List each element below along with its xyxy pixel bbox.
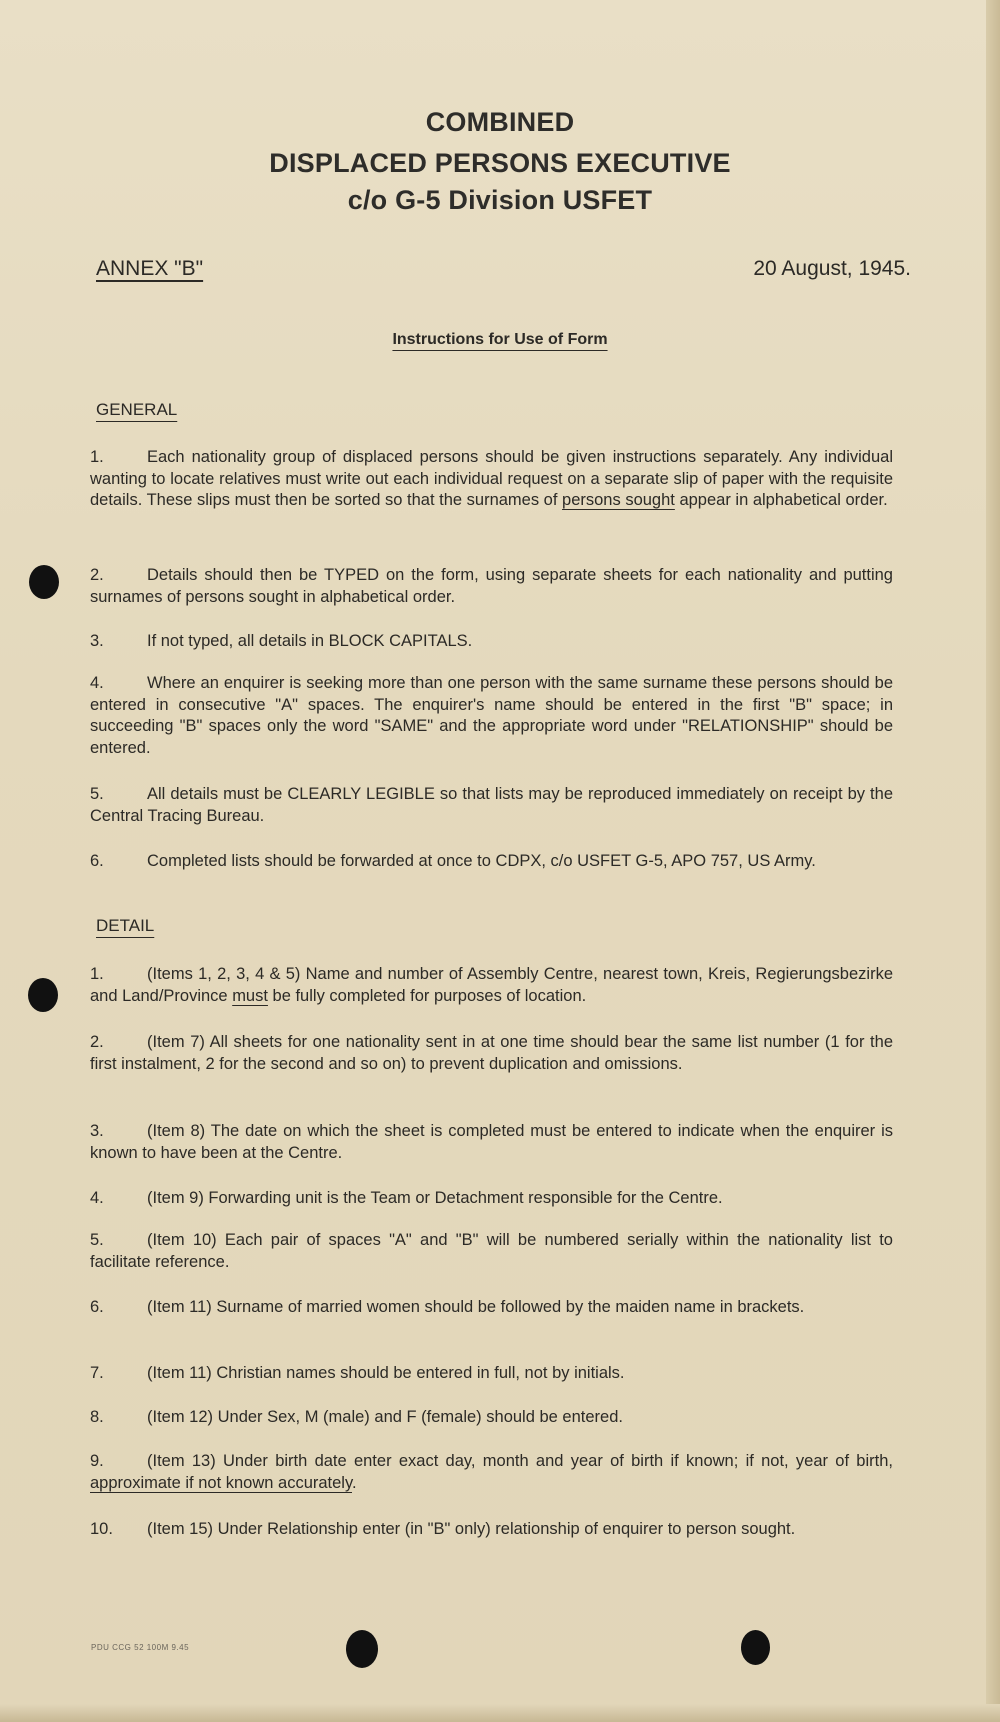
- punch-hole-mid-left: [28, 978, 58, 1012]
- general-item-3: 3. If not typed, all details in BLOCK CAPITALS.: [90, 632, 473, 650]
- header-line-1: COMBINED: [425, 107, 575, 137]
- print-code: PDU CCG 52 100M 9.45: [91, 1643, 190, 1652]
- detail-item-7: 7. (Item 11) Christian names should be entered in full, not by initials.: [90, 1364, 625, 1382]
- detail-item-1: 1. (Items 1, 2, 3, 4 & 5) Name and number of Assembly Centre, nearest town, Kreis, Regierungsbezirke and Land/Province must be fully completed for purposes of location.: [90, 965, 893, 1005]
- punch-hole-bottom-right: [741, 1630, 770, 1665]
- punch-hole-bottom-center: [346, 1630, 378, 1668]
- annex-label: ANNEX "B": [96, 257, 204, 280]
- general-item-6: 6. Completed lists should be forwarded at once to CDPX, c/o USFET G-5, APO 757, US Army.: [90, 852, 816, 870]
- detail-item-9: 9. (Item 13) Under birth date enter exact day, month and year of birth if known; if not, year of birth, approximate if not known accurately.: [90, 1452, 893, 1492]
- detail-item-4: 4. (Item 9) Forwarding unit is the Team or Detachment responsible for the Centre.: [90, 1189, 723, 1207]
- detail-item-5: 5. (Item 10) Each pair of spaces "A" and "B" will be numbered serially within the nationality list to facilitate reference.: [90, 1231, 893, 1271]
- general-item-5: 5. All details must be CLEARLY LEGIBLE so that lists may be reproduced immediately on receipt by the Central Tracing Bureau.: [90, 785, 893, 825]
- paper-edge-bottom: [0, 1704, 1000, 1722]
- instructions-title: Instructions for Use of Form: [392, 331, 608, 348]
- header-line-3: c/o G-5 Division USFET: [347, 185, 653, 215]
- paper-edge-right: [986, 0, 1000, 1722]
- detail-item-6: 6. (Item 11) Surname of married women should be followed by the maiden name in brackets.: [90, 1298, 805, 1316]
- detail-item-10: 10. (Item 15) Under Relationship enter (in "B" only) relationship of enquirer to person sought.: [90, 1520, 796, 1538]
- header-line-2: DISPLACED PERSONS EXECUTIVE: [269, 148, 731, 178]
- general-item-1: 1. Each nationality group of displaced persons should be given instructions separately. Any individual wanting to locate relatives must write out each individual request on a separate slip of paper with the requisite details. These slips must then be sorted so that the surnames of persons sought appear in alphabetical order.: [90, 448, 893, 509]
- document-date: 20 August, 1945.: [753, 257, 911, 280]
- punch-hole-top-left: [29, 565, 59, 599]
- general-heading: GENERAL: [96, 400, 178, 419]
- general-item-4: 4. Where an enquirer is seeking more than one person with the same surname these persons should be entered in consecutive "A" spaces. The enquirer's name should be entered in the first "B" space; in succeeding "B" spaces only the word "SAME" and the appropriate word under "RELATIONSHIP" should be entered.: [90, 674, 893, 757]
- detail-heading: DETAIL: [96, 916, 155, 935]
- detail-item-3: 3. (Item 8) The date on which the sheet is completed must be entered to indicate when the enquirer is known to have been at the Centre.: [90, 1122, 893, 1162]
- detail-item-2: 2. (Item 7) All sheets for one nationality sent in at one time should bear the same list number (1 for the first instalment, 2 for the second and so on) to prevent duplication and omissions.: [90, 1033, 893, 1073]
- general-item-2: 2. Details should then be TYPED on the form, using separate sheets for each nationality and putting surnames of persons sought in alphabetical order.: [90, 566, 893, 606]
- detail-item-8: 8. (Item 12) Under Sex, M (male) and F (female) should be entered.: [90, 1408, 623, 1426]
